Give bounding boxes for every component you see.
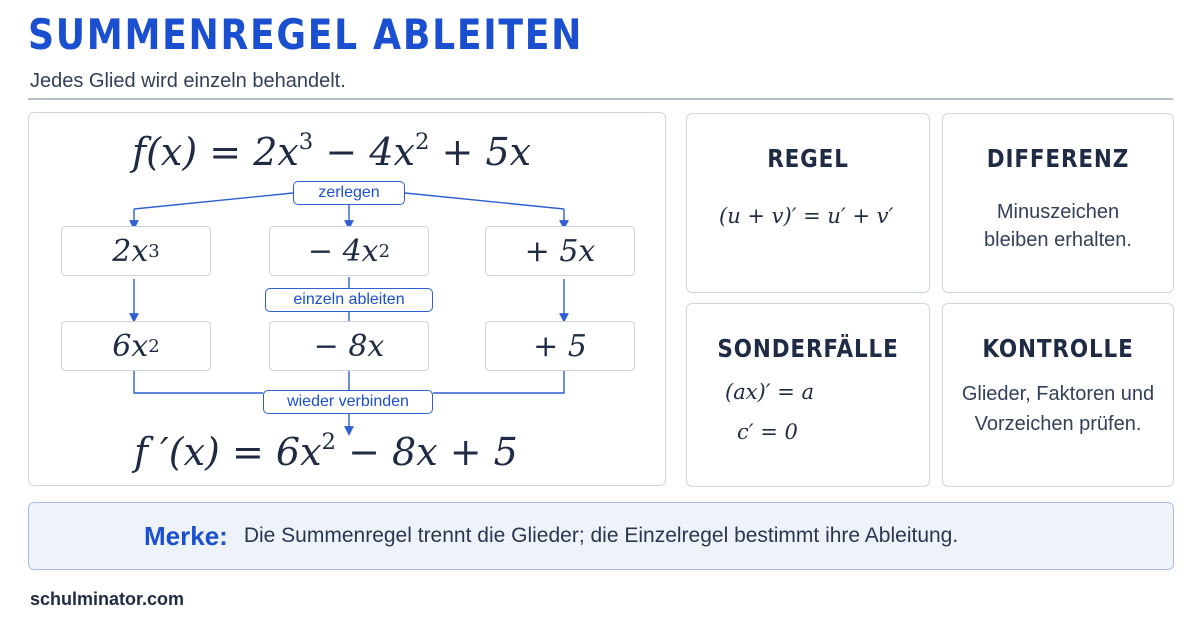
card-differenz-line2: bleiben erhalten.: [984, 229, 1132, 251]
card-kontrolle-line1: Glieder, Faktoren und: [961, 383, 1155, 405]
card-sonderfaelle-title: SONDERFÄLLE: [717, 334, 899, 363]
card-differenz-title: DIFFERENZ: [986, 144, 1130, 173]
card-sonderfaelle-formula1: (ax)′ = a: [725, 380, 814, 404]
merke-box: [28, 502, 1174, 570]
combine-line-left: [134, 371, 263, 393]
card-sonderfaelle-formula2: c′ = 0: [737, 420, 798, 444]
term-box-1: 2x 3: [61, 226, 211, 276]
card-regel-title: REGEL: [767, 144, 849, 173]
step-label-split: zerlegen: [293, 181, 405, 205]
derivation-diagram-panel: [28, 112, 666, 486]
function-formula: $f(x) = 2x^3 - 4x^2 + 5x$: [132, 129, 532, 174]
card-regel: [686, 113, 930, 293]
card-kontrolle-title: KONTROLLE: [982, 334, 1134, 363]
split-line-left: [134, 193, 293, 209]
step-label-combine: wieder verbinden: [263, 390, 433, 414]
derivative-box-3: + 5: [485, 321, 635, 371]
result-formula: f $'(x) = 6x^2 - 8x + 5$: [134, 429, 518, 474]
page-subtitle: Jedes Glied wird einzeln behandelt.: [30, 70, 346, 92]
merke-text: Die Summenregel trennt die Glieder; die Einzelregel bestimmt ihre Ableitung.: [243, 524, 959, 547]
card-differenz: [942, 113, 1174, 293]
split-line-right: [405, 193, 564, 209]
card-kontrolle-line2: Vorzeichen prüfen.: [974, 413, 1142, 435]
card-regel-formula: (u + v)′ = u′ + v′: [719, 204, 894, 228]
step-label-derive: einzeln ableiten: [265, 288, 433, 312]
combine-line-right: [433, 371, 564, 393]
card-sonderfaelle: [686, 303, 930, 487]
term-box-3: + 5x: [485, 226, 635, 276]
header-divider: [28, 98, 1173, 100]
card-differenz-line1: Minuszeichen: [996, 201, 1120, 223]
page-title: SUMMENREGEL ABLEITEN: [28, 10, 584, 59]
merke-label: Merke:: [144, 520, 228, 551]
derivative-box-1: 6x 2: [61, 321, 211, 371]
footer-site: schulminator.com: [30, 589, 185, 609]
term-box-2: − 4x 2: [269, 226, 429, 276]
card-kontrolle: [942, 303, 1174, 487]
derivative-box-2: − 8x: [269, 321, 429, 371]
